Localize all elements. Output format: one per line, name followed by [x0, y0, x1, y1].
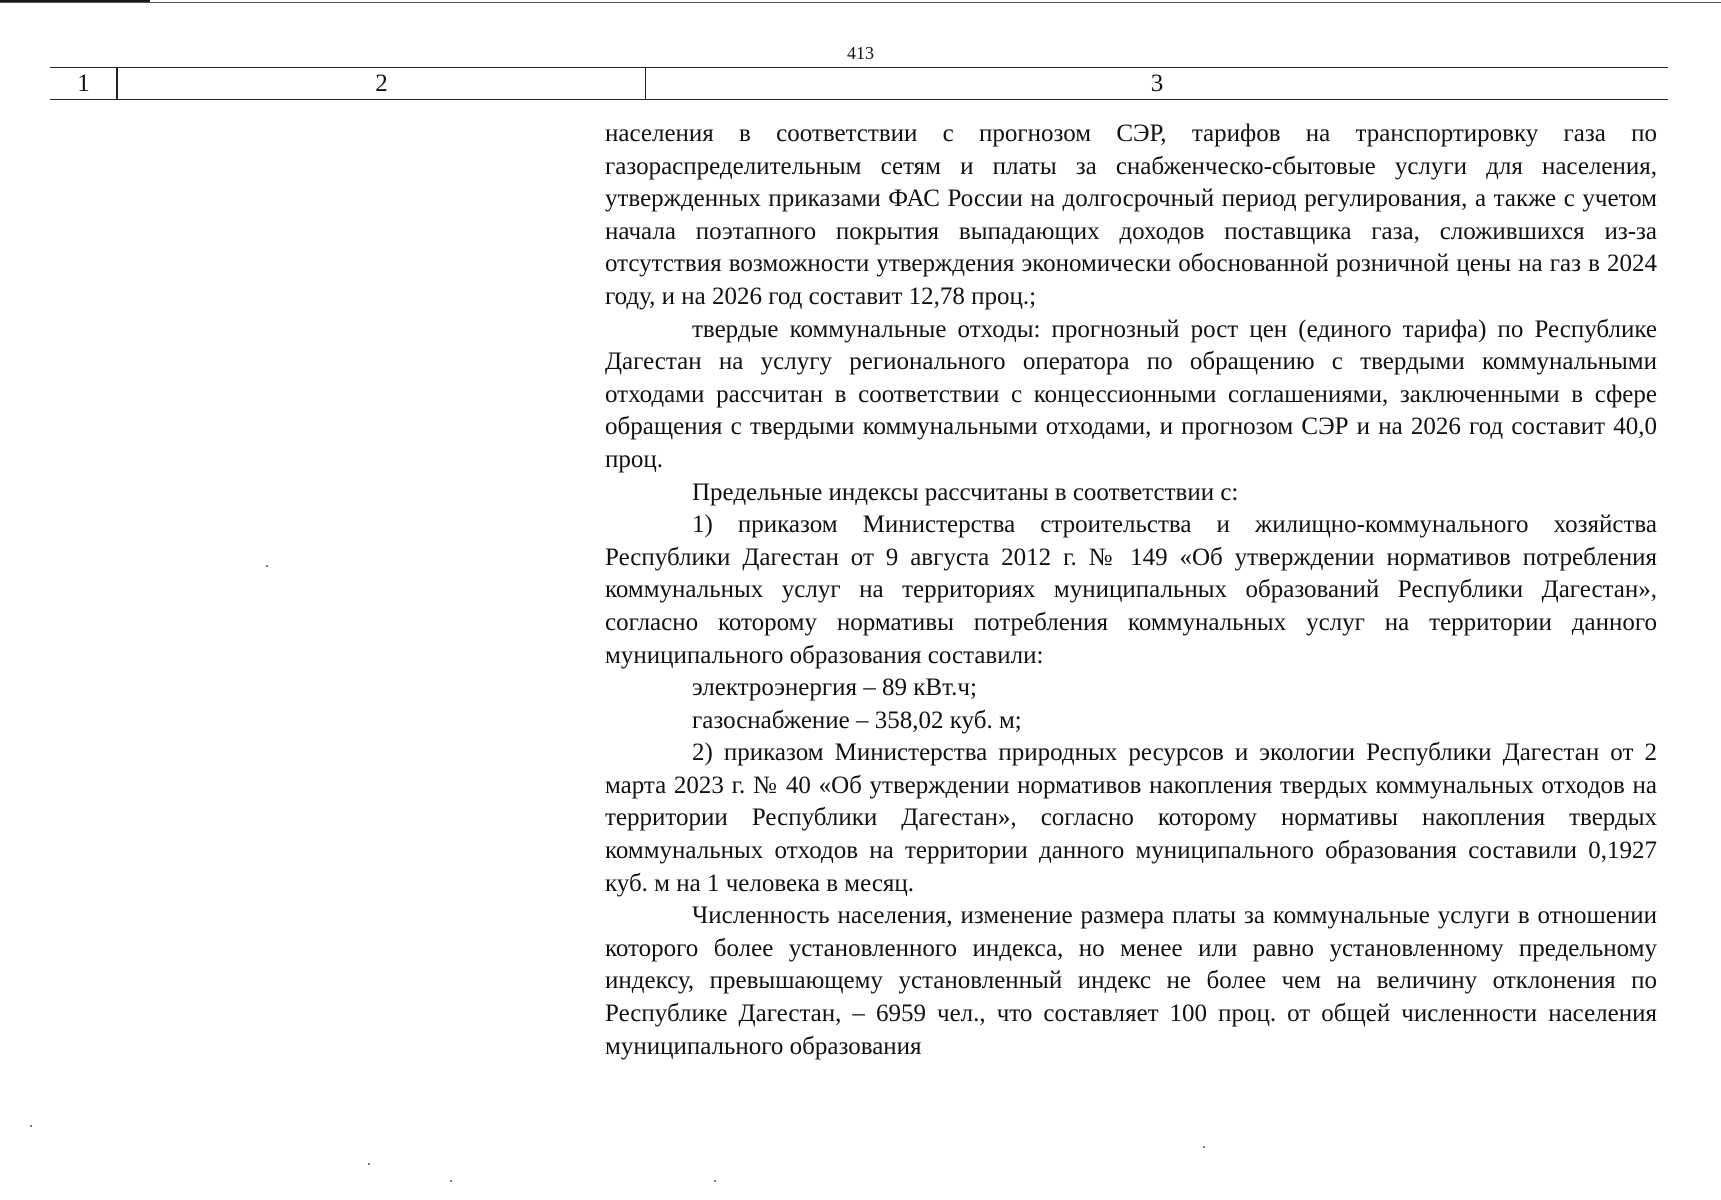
paragraph-solid-waste: твердые коммунальные отходы: прогнозный рост цен (единого тарифа) по Республике Дагестан на услугу регионального оператора по обращению с твердыми коммунальными отходами рассчитан в соответствии с концессионными соглашениями, заключенными в сфере обращения с твердыми коммунальными отходами, и прогнозом СЭР и на 2026 год составит 40,0 проц.: [605, 315, 1657, 473]
paragraph-gas-continuation: населения в соответствии с прогнозом СЭР, тарифов на транспортировку газа по газораспределительным сетям и платы за снабженческо-сбытовые услуги для населения, утвержденных приказами ФАС России на долгосрочный период регулирования, а также с учетом начала поэтапного покрытия выпадающих доходов поставщика газа, сложившихся из-за отсутствия возможности утверждения экономически обоснованной розничной цены на газ в 2024 году, и на 2026 год составит 12,78 проц.;: [605, 120, 1657, 310]
column-divider: [116, 67, 118, 100]
scan-top-rule: [0, 2, 1721, 3]
document-body-text: [605, 118, 1657, 1063]
scan-speck: [1203, 1146, 1205, 1148]
list-item-electricity: электроэнергия – 89 кВт.ч;: [692, 674, 977, 702]
scan-speck: [266, 565, 268, 567]
list-item-gas-supply: газоснабжение – 358,02 куб. м;: [692, 706, 1022, 734]
scan-speck: [368, 1163, 370, 1165]
column-number-header-row: [50, 67, 1668, 100]
scan-speck: [714, 1180, 716, 1182]
paragraph-order-natural-resources: 2) приказом Министерства природных ресурсов и экологии Республики Дагестан от 2 марта 2023 г. № 40 «Об утверждении нормативов накопления твердых коммунальных отходов на территории Республики Дагестан», согласно которому нормативы накопления твердых коммунальных отходов на территории данного муниципального образования составили 0,1927 куб. м на 1 человека в месяц.: [605, 739, 1657, 897]
column-header-3: 3: [1150, 69, 1164, 97]
column-header-1: 1: [50, 68, 118, 99]
paragraph-order-construction: 1) приказом Министерства строительства и жилищно-коммунального хозяйства Республики Дагестан от 9 августа 2012 г. № 149 «Об утверждении нормативов потребления коммунальных услуг на территориях муниципальных образований Республики Дагестан», согласно которому нормативы потребления коммунальных услуг на территории данного муниципального образования составили:: [605, 511, 1657, 669]
page-number: 413: [847, 43, 874, 63]
paragraph-population: Численность населения, изменение размера платы за коммунальные услуги в отношении которого более установленного индекса, но менее или равно установленному предельному индексу, превышающему установленный индекс не более чем на величину отклонения по Республике Дагестан, – 6959 чел., что составляет 100 проц. от общей численности населения муниципального образования: [605, 902, 1657, 1060]
scan-speck: [450, 1180, 452, 1182]
paragraph-indices-intro: Предельные индексы рассчитаны в соответствии с:: [692, 478, 1239, 506]
scan-speck: [30, 1125, 32, 1127]
column-header-2: 2: [118, 68, 646, 99]
